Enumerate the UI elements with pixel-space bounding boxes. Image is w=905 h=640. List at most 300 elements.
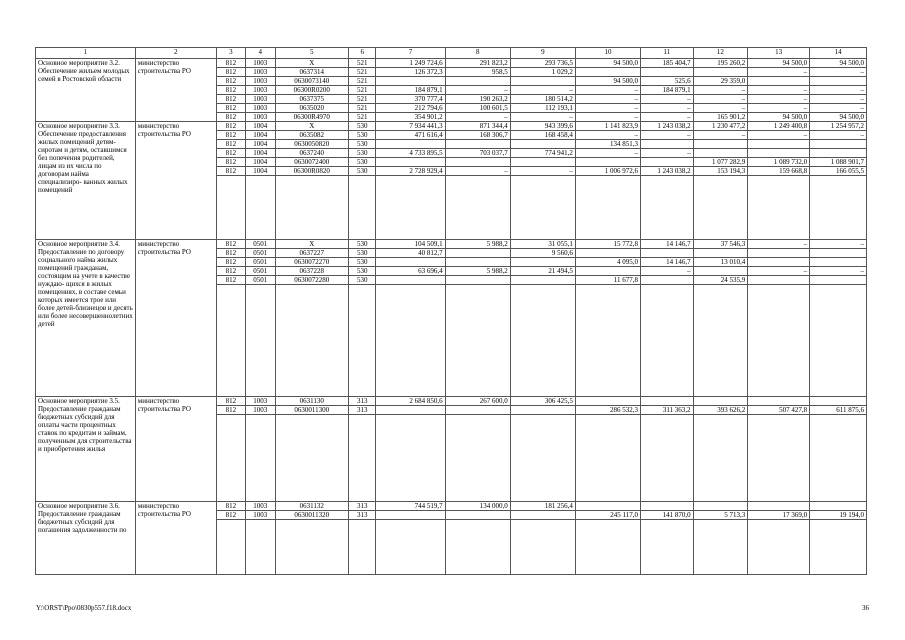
table-cell [575,397,640,406]
table-cell: 313 [349,502,376,511]
column-number: 8 [445,48,510,59]
column-number: 1 [36,48,136,59]
table-cell: 871 344,4 [445,122,510,131]
table-cell [510,258,575,267]
table-cell: – [748,131,810,140]
table-cell: – [641,95,694,104]
table-cell: 530 [349,122,376,131]
table-cell [445,158,510,167]
table-cell [445,258,510,267]
table-cell [376,406,445,415]
table-cell: 812 [216,276,245,285]
table-cell [693,249,748,258]
table-cell: 812 [216,140,245,149]
table-cell: – [510,167,575,176]
table-cell: 134 000,0 [445,502,510,511]
table-cell: 104 509,1 [376,240,445,249]
table-cell: 31 055,1 [510,240,575,249]
table-cell: – [810,240,867,249]
table-cell: 812 [216,95,245,104]
table-cell [693,267,748,276]
empty-cell [349,176,376,240]
table-cell: 112 193,1 [510,104,575,113]
table-cell [445,511,510,520]
table-cell: 0501 [246,249,275,258]
table-cell [693,140,748,149]
table-cell: 1003 [246,397,275,406]
table-cell: 521 [349,113,376,122]
column-number: 7 [376,48,445,59]
table-cell [641,158,694,167]
table-cell: 0501 [246,258,275,267]
empty-cell [693,176,748,240]
empty-cell [376,520,445,575]
empty-cell [641,415,694,502]
table-cell [445,140,510,149]
column-number: 12 [693,48,748,59]
empty-cell [349,520,376,575]
table-cell: 0501 [246,240,275,249]
empty-cell [575,176,640,240]
empty-cell [445,520,510,575]
table-cell: 134 851,3 [575,140,640,149]
empty-cell [693,415,748,502]
table-cell [748,397,810,406]
table-cell [575,249,640,258]
table-cell: 1003 [246,502,275,511]
empty-cell [246,176,275,240]
table-cell [810,249,867,258]
empty-cell [445,285,510,397]
table-cell: 13 010,4 [693,258,748,267]
column-number: 10 [575,48,640,59]
table-cell: 2 728 929,4 [376,167,445,176]
table-cell [810,140,867,149]
table-cell: 521 [349,95,376,104]
table-cell: 530 [349,267,376,276]
table-cell: 1 243 038,2 [641,167,694,176]
table-cell: 153 194,3 [693,167,748,176]
table-cell: 812 [216,406,245,415]
table-cell: – [810,68,867,77]
table-cell: 521 [349,104,376,113]
table-cell: 0501 [246,267,275,276]
table-cell: 530 [349,167,376,176]
table-cell [748,249,810,258]
table-cell: 212 794,6 [376,104,445,113]
empty-cell [693,285,748,397]
empty-cell [376,176,445,240]
table-cell [693,397,748,406]
table-cell: 15 772,8 [575,240,640,249]
table-cell: 530 [349,131,376,140]
column-numbers-row [36,48,867,59]
table-cell: – [641,267,694,276]
empty-cell [275,415,349,502]
table-cell: 185 404,7 [641,59,694,68]
table-cell: 5 988,2 [445,240,510,249]
table-cell: 812 [216,77,245,86]
table-cell: 184 879,1 [641,86,694,95]
table-cell: 744 519,7 [376,502,445,511]
executor-cell: министерство строительства РО [135,397,216,502]
table-cell [693,149,748,158]
table-cell: 1003 [246,86,275,95]
table-cell: – [748,267,810,276]
table-cell [376,140,445,149]
table-row [36,122,867,131]
table-cell [376,276,445,285]
table-cell: 168 306,7 [445,131,510,140]
table-cell: 0637375 [275,95,349,104]
table-cell: 812 [216,397,245,406]
table-cell: 245 117,0 [575,511,640,520]
table-cell: 530 [349,249,376,258]
column-number: 5 [275,48,349,59]
table-cell: 7 934 441,3 [376,122,445,131]
table-cell: 313 [349,397,376,406]
table-cell: 5 713,3 [693,511,748,520]
table-cell: 521 [349,68,376,77]
table-cell: 1004 [246,122,275,131]
table-cell: 507 427,8 [748,406,810,415]
table-cell: – [575,131,640,140]
table-cell: 0635082 [275,131,349,140]
budget-table-sheet [35,47,867,595]
table-cell: – [641,113,694,122]
empty-cell [445,176,510,240]
table-cell: 4 095,0 [575,258,640,267]
empty-cell [216,285,245,397]
table-cell: 530 [349,276,376,285]
table-cell [376,511,445,520]
table-cell [575,267,640,276]
table-cell: 530 [349,149,376,158]
empty-cell [349,285,376,397]
table-row [36,240,867,249]
table-cell: 0637240 [275,149,349,158]
table-cell: 1004 [246,131,275,140]
table-cell: X [275,122,349,131]
table-cell: 126 372,3 [376,68,445,77]
table-cell: – [693,104,748,113]
table-row [36,397,867,406]
table-cell: 0630050820 [275,140,349,149]
table-cell: 1003 [246,104,275,113]
table-cell: 14 146,7 [641,240,694,249]
activity-name-cell: Основное мероприятие 3.2. Обеспечение жильем молодых семей в Ростовской области [36,59,136,122]
table-cell: 291 823,2 [445,59,510,68]
empty-cell [575,285,640,397]
empty-cell [246,520,275,575]
table-cell: – [748,104,810,113]
table-cell: 1003 [246,68,275,77]
table-cell: – [810,131,867,140]
table-cell: – [748,86,810,95]
table-cell: 393 626,2 [693,406,748,415]
empty-cell [349,415,376,502]
column-number: 4 [246,48,275,59]
table-cell [575,502,640,511]
table-cell [445,249,510,258]
table-cell: – [693,131,748,140]
table-cell: 521 [349,86,376,95]
table-cell: 774 941,2 [510,149,575,158]
column-number: 14 [810,48,867,59]
empty-cell [641,176,694,240]
table-cell [810,258,867,267]
table-cell: 1003 [246,406,275,415]
table-cell: 1003 [246,511,275,520]
table-cell: 06300R0820 [275,167,349,176]
table-cell: 1004 [246,140,275,149]
table-cell: 141 870,0 [641,511,694,520]
table-cell: X [275,240,349,249]
table-cell [376,158,445,167]
table-cell: 525,6 [641,77,694,86]
empty-cell [275,285,349,397]
table-cell: – [641,131,694,140]
table-cell: 471 616,4 [376,131,445,140]
table-cell: 812 [216,122,245,131]
empty-cell [748,285,810,397]
table-cell: X [275,59,349,68]
table-cell: 311 363,2 [641,406,694,415]
table-cell: 812 [216,511,245,520]
table-cell: – [810,95,867,104]
table-cell: 812 [216,68,245,77]
table-cell: 286 532,3 [575,406,640,415]
table-cell: 0630072280 [275,276,349,285]
table-body [36,48,867,575]
table-cell [376,77,445,86]
empty-cell [246,415,275,502]
table-cell: 1 088 901,7 [810,158,867,167]
table-cell: 184 879,1 [376,86,445,95]
table-cell [510,158,575,167]
empty-cell [575,415,640,502]
table-cell: 1 249 724,6 [376,59,445,68]
column-number: 11 [641,48,694,59]
table-cell: 1003 [246,59,275,68]
empty-cell [510,520,575,575]
table-cell: – [575,104,640,113]
activity-name-cell: Основное мероприятие 3.4. Предоставление по договору социального найма жилых помещений гражданам, состоящим на учете в качестве нуждаю- щихся в жилых помещениях, в составе семьи которых имеется трое или более детей-близнецов и десять или более несовершеннолетних детей [36,240,136,397]
table-cell: 812 [216,158,245,167]
table-cell [510,77,575,86]
table-cell: 1003 [246,113,275,122]
budget-table [35,47,867,575]
table-cell: 703 037,7 [445,149,510,158]
table-cell: 530 [349,140,376,149]
executor-cell: министерство строительства РО [135,502,216,575]
table-cell: 0630072270 [275,258,349,267]
table-cell: 94 500,0 [748,59,810,68]
empty-cell [810,415,867,502]
table-cell: 4 733 895,5 [376,149,445,158]
column-number: 2 [135,48,216,59]
table-cell: 521 [349,59,376,68]
table-cell: 1 006 972,6 [575,167,640,176]
table-cell [641,68,694,77]
empty-cell [575,520,640,575]
table-cell: 530 [349,240,376,249]
table-cell: 530 [349,158,376,167]
table-cell: 0637228 [275,267,349,276]
empty-cell [641,520,694,575]
table-cell [810,397,867,406]
column-number: 3 [216,48,245,59]
table-cell: 0631130 [275,397,349,406]
table-cell: 812 [216,258,245,267]
table-cell [693,68,748,77]
table-cell: 812 [216,86,245,95]
table-cell: 1 243 038,2 [641,122,694,131]
table-cell: 306 425,5 [510,397,575,406]
table-cell [641,249,694,258]
table-cell: 24 535,9 [693,276,748,285]
table-cell: 0630072400 [275,158,349,167]
empty-cell [641,285,694,397]
empty-cell [810,285,867,397]
table-cell: 180 514,2 [510,95,575,104]
column-number: 13 [748,48,810,59]
table-cell: – [445,167,510,176]
table-cell: 168 458,4 [510,131,575,140]
activity-name-cell: Основное мероприятие 3.6. Предоставление гражданам бюджетных субсидий для погашения задолженности по [36,502,136,575]
table-cell [748,258,810,267]
table-cell: 812 [216,113,245,122]
table-cell [748,140,810,149]
table-cell: – [641,149,694,158]
executor-cell: министерство строительства РО [135,59,216,122]
table-cell [693,502,748,511]
empty-cell [246,285,275,397]
column-number: 9 [510,48,575,59]
table-cell: 812 [216,59,245,68]
table-cell [641,140,694,149]
empty-cell [376,415,445,502]
table-cell [575,158,640,167]
table-cell: 166 055,5 [810,167,867,176]
table-cell: 812 [216,131,245,140]
table-cell: 958,5 [445,68,510,77]
executor-cell: министерство строительства РО [135,240,216,397]
table-cell: – [575,95,640,104]
table-cell: 0635020 [275,104,349,113]
table-cell [748,77,810,86]
table-cell: 0630011320 [275,511,349,520]
empty-cell [810,176,867,240]
table-cell: 190 263,2 [445,95,510,104]
empty-cell [216,520,245,575]
table-cell [510,406,575,415]
table-cell: 11 677,8 [575,276,640,285]
table-cell: 63 696,4 [376,267,445,276]
empty-cell [510,176,575,240]
table-cell: 1004 [246,149,275,158]
table-cell: 293 736,5 [510,59,575,68]
table-cell: 812 [216,149,245,158]
table-cell: 1 249 400,8 [748,122,810,131]
table-cell [810,149,867,158]
table-cell: 0637314 [275,68,349,77]
table-cell [510,140,575,149]
table-cell: 5 988,2 [445,267,510,276]
table-cell: 21 494,5 [510,267,575,276]
empty-cell [810,520,867,575]
table-cell: 0637227 [275,249,349,258]
table-cell [748,502,810,511]
table-cell [575,68,640,77]
table-cell: 611 875,6 [810,406,867,415]
empty-cell [748,176,810,240]
table-cell: 195 260,2 [693,59,748,68]
table-cell: 0630073140 [275,77,349,86]
empty-cell [216,176,245,240]
table-row [36,59,867,68]
table-cell: 1 254 957,2 [810,122,867,131]
table-cell: – [693,95,748,104]
table-cell [510,276,575,285]
table-cell: 0501 [246,276,275,285]
table-cell: – [641,104,694,113]
table-cell: – [445,86,510,95]
page-number: 36 [862,604,869,612]
table-cell: – [810,104,867,113]
column-number: 6 [349,48,376,59]
empty-cell [216,415,245,502]
table-cell: – [748,240,810,249]
table-cell [748,149,810,158]
table-cell: 100 601,5 [445,104,510,113]
file-path: Y:\ORST\Ppo\0830p557.f18.docx [36,604,132,612]
table-cell: – [575,113,640,122]
table-cell [376,258,445,267]
table-row [36,502,867,511]
table-cell [810,276,867,285]
table-cell: 370 777,4 [376,95,445,104]
table-cell: – [810,86,867,95]
table-cell: 812 [216,267,245,276]
table-cell: 14 146,7 [641,258,694,267]
table-cell: – [810,267,867,276]
table-cell [641,502,694,511]
table-cell: 812 [216,249,245,258]
table-cell: – [510,86,575,95]
table-cell: 9 560,6 [510,249,575,258]
empty-cell [445,415,510,502]
table-cell: 37 546,3 [693,240,748,249]
table-cell: 521 [349,77,376,86]
table-cell: 165 901,2 [693,113,748,122]
table-cell: 06300R4970 [275,113,349,122]
table-cell: – [748,95,810,104]
empty-cell [510,415,575,502]
table-cell: 94 500,0 [575,77,640,86]
table-cell: 530 [349,258,376,267]
table-cell [810,502,867,511]
table-cell: 0630011300 [275,406,349,415]
table-cell: 1 089 732,0 [748,158,810,167]
table-cell [641,397,694,406]
empty-cell [693,520,748,575]
table-cell [641,276,694,285]
table-cell: 94 500,0 [575,59,640,68]
table-cell: 94 500,0 [810,113,867,122]
table-cell: 1004 [246,167,275,176]
table-cell: 17 369,0 [748,511,810,520]
